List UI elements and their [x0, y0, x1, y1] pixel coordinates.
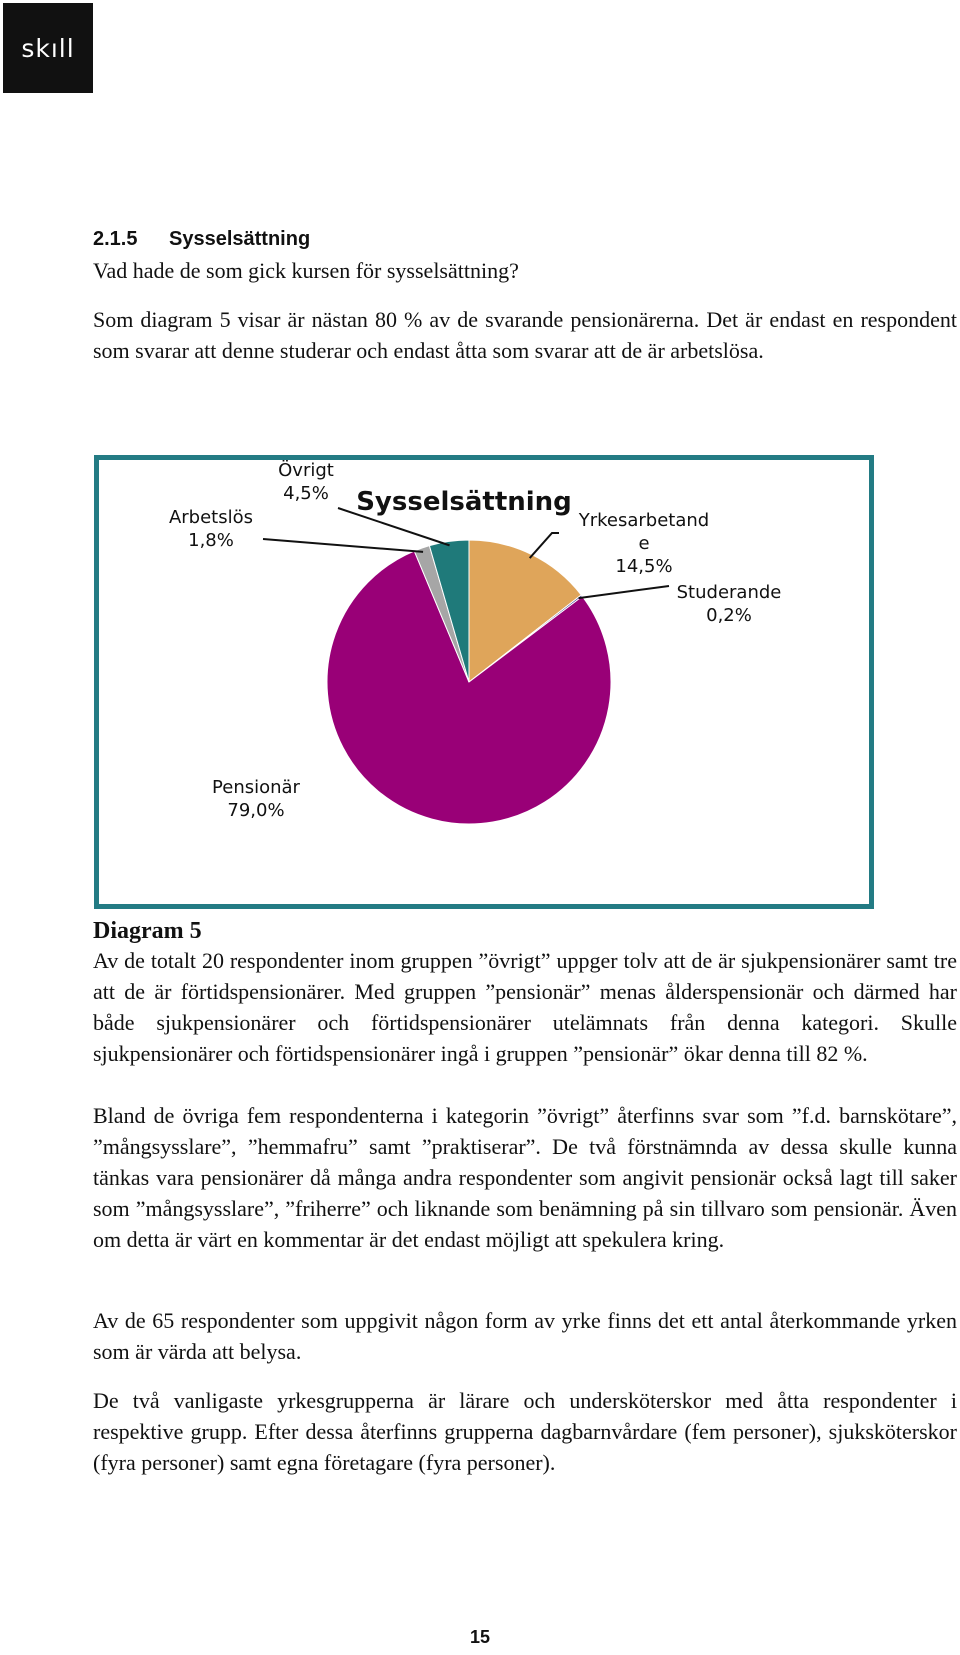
pie-slices	[327, 540, 611, 824]
slice-value-yrkesarbetande: 14,5%	[615, 556, 673, 577]
slice-value-studerande: 0,2%	[706, 605, 752, 626]
slice-label-yrkesarbetande: e	[638, 533, 650, 554]
slice-label-yrkesarbetande: Yrkesarbetand	[578, 510, 710, 531]
chart-title: Sysselsättning	[356, 487, 572, 517]
section-number: 2.1.5	[93, 228, 138, 250]
section-heading	[93, 228, 310, 251]
section-title: Sysselsättning	[169, 228, 311, 250]
logo-text: skıll	[21, 33, 75, 63]
paragraph-1: Av de totalt 20 respondenter inom gruppen ”övrigt” uppger tolv att de är sjukpensionärer samt tre att de är förtidspensionärer. Med gruppen ”pensionär” menas ålderspensionär och därmed har både sjukpensionärer och förtidspensionärer utelämnats från denna kategori. Skulle sjukpensionärer och förtidspensionärer ingå i gruppen ”pensionär” ökar denna till 82 %.	[93, 948, 957, 1066]
slice-label-studerande: Studerande	[676, 582, 782, 603]
slice-label-övrigt: Övrigt	[278, 460, 334, 481]
pie-chart	[99, 460, 869, 904]
slice-label-pensionär: Pensionär	[212, 777, 300, 798]
slice-value-arbetslös: 1,8%	[188, 530, 234, 551]
leader-line-arbetslös	[263, 539, 423, 552]
slice-label-arbetslös: Arbetslös	[168, 507, 254, 528]
leader-line-yrkesarbetande	[530, 533, 559, 558]
paragraph-2: Bland de övriga fem respondenterna i kategorin ”övrigt” återfinns svar som ”f.d. barnskötare”, ”mångsysslare”, ”hemmafru” samt ”praktiserar”. De två förstnämnda av dessa skulle kunna tänkas vara pensionärer då många andra respondenter som angivit pensionär också lagt till saker som ”mångsysslare”, ”friherre” och liknande som benämning på sin tillvaro som pensionär. Även om detta är värt en kommentar är det endast möjligt att spekulera kring.	[93, 1103, 957, 1252]
section-question: Vad hade de som gick kursen för sysselsättning?	[93, 258, 519, 283]
slice-value-pensionär: 79,0%	[227, 800, 285, 821]
intro-paragraph: Som diagram 5 visar är nästan 80 % av de svarande pensionärerna. Det är endast en respondent som svarar att denne studerar och endast åtta som svarar att de är arbetslösa.	[93, 307, 957, 363]
pie-chart-frame	[94, 455, 874, 909]
figure-caption: Diagram 5	[93, 918, 202, 944]
paragraph-3: Av de 65 respondenter som uppgivit någon form av yrke finns det ett antal återkommande yrken som är värda att belysa.	[93, 1308, 957, 1364]
leader-line-studerande	[579, 586, 669, 598]
paragraph-4: De två vanligaste yrkesgrupperna är lärare och undersköterskor med åtta respondenter i respektive grupp. Efter dessa återfinns grupperna dagbarnvårdare (fem personer), sjuksköterskor (fyra personer) samt egna företagare (fyra personer).	[93, 1388, 957, 1475]
slice-value-övrigt: 4,5%	[283, 483, 329, 504]
page-number: 15	[469, 1627, 491, 1647]
company-logo	[3, 3, 93, 93]
